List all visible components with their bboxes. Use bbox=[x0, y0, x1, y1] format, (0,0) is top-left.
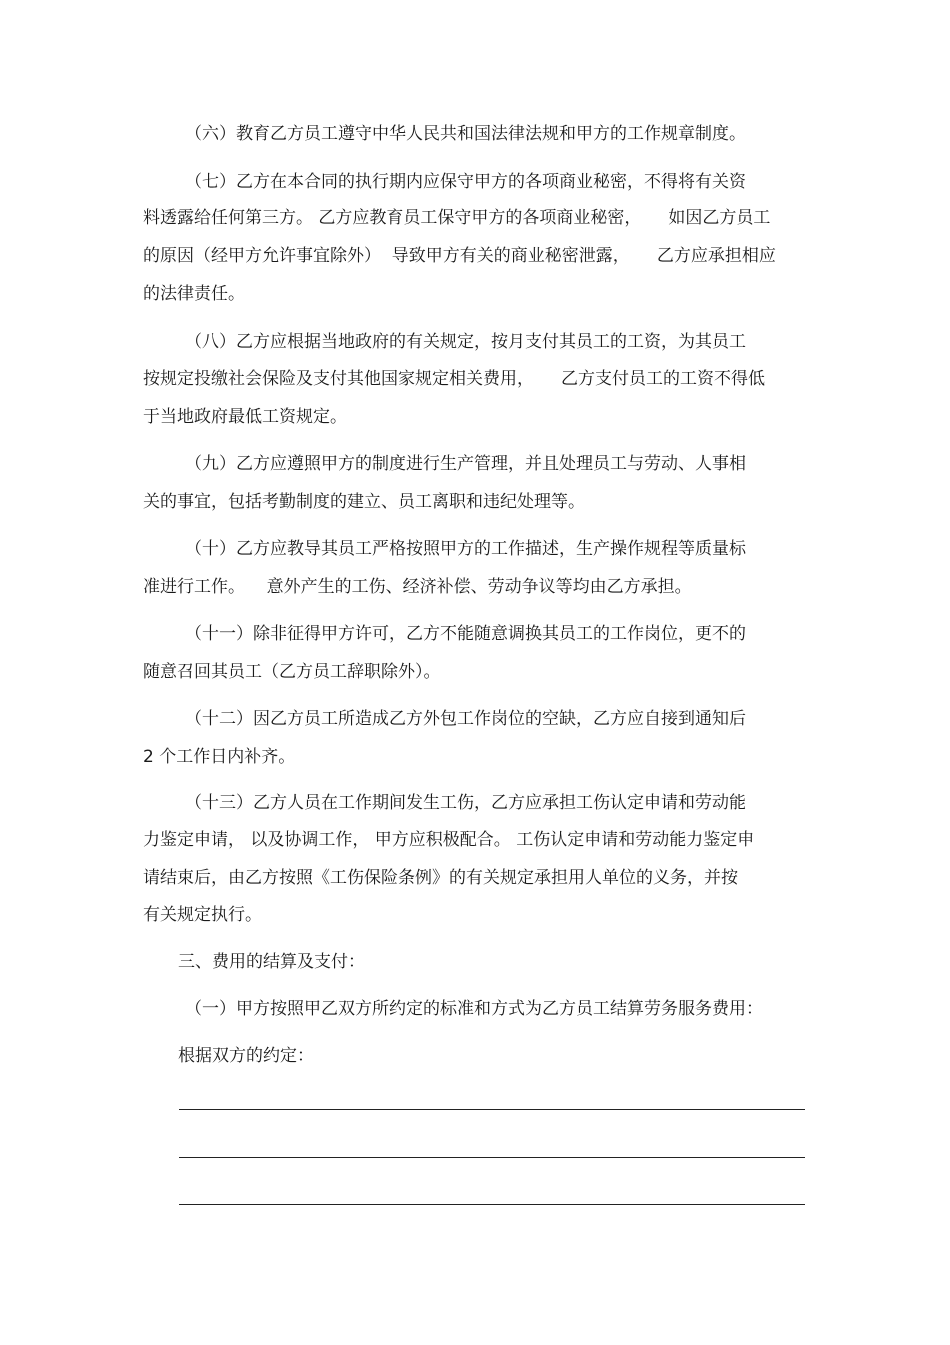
agreement-label: 根据双方的约定： bbox=[178, 1046, 314, 1066]
clause-13-line-3: 请结束后，由乙方按照《工伤保险条例》的有关规定承担用人单位的义务，并按 bbox=[143, 868, 738, 888]
clause-13-line-1: （十三）乙方人员在工作期间发生工伤，乙方应承担工伤认定申请和劳动能 bbox=[185, 793, 746, 813]
clause-7-line-4: 的法律责任。 bbox=[143, 284, 245, 304]
clause-11-line-2: 随意召回其员工（乙方员工辞职除外）。 bbox=[143, 662, 441, 682]
clause-10-line-1: （十）乙方应教导其员工严格按照甲方的工作描述，生产操作规程等质量标 bbox=[185, 539, 746, 559]
clause-13-line-2: 力鉴定申请， 以及协调工作， 甲方应积极配合。 工伤认定申请和劳动能力鉴定申 bbox=[143, 830, 755, 850]
clause-13-line-4: 有关规定执行。 bbox=[143, 905, 262, 925]
clause-9-line-2: 关的事宜，包括考勤制度的建立、员工离职和违纪处理等。 bbox=[143, 492, 585, 512]
blank-line-3 bbox=[179, 1204, 805, 1205]
clause-7-line-1: （七）乙方在本合同的执行期内应保守甲方的各项商业秘密，不得将有关资 bbox=[185, 172, 746, 192]
clause-8-line-1: （八）乙方应根据当地政府的有关规定，按月支付其员工的工资，为其员工 bbox=[185, 332, 746, 352]
clause-12-line-1: （十二）因乙方员工所造成乙方外包工作岗位的空缺，乙方应自接到通知后 bbox=[185, 709, 746, 729]
clause-11-line-1: （十一）除非征得甲方许可，乙方不能随意调换其员工的工作岗位，更不的 bbox=[185, 624, 746, 644]
clause-6-line-1: （六）教育乙方员工遵守中华人民共和国法律法规和甲方的工作规章制度。 bbox=[185, 124, 746, 144]
section-3-item-1: （一）甲方按照甲乙双方所约定的标准和方式为乙方员工结算劳务服务费用： bbox=[185, 999, 763, 1019]
clause-10-line-2: 准进行工作。 意外产生的工伤、经济补偿、劳动争议等均由乙方承担。 bbox=[143, 577, 692, 597]
clause-7-line-2: 料透露给任何第三方。 乙方应教育员工保守甲方的各项商业秘密， 如因乙方员工 bbox=[143, 208, 771, 228]
clause-9-line-1: （九）乙方应遵照甲方的制度进行生产管理，并且处理员工与劳动、人事相 bbox=[185, 454, 746, 474]
blank-line-2 bbox=[179, 1157, 805, 1158]
section-3-heading: 三、费用的结算及支付： bbox=[178, 952, 365, 972]
clause-8-line-3: 于当地政府最低工资规定。 bbox=[143, 407, 347, 427]
blank-line-1 bbox=[179, 1109, 805, 1110]
clause-12-line-2: 2 个工作日内补齐。 bbox=[143, 747, 296, 767]
clause-8-line-2: 按规定投缴社会保险及支付其他国家规定相关费用， 乙方支付员工的工资不得低 bbox=[143, 369, 766, 389]
clause-7-line-3: 的原因（经甲方允许事宜除外） 导致甲方有关的商业秘密泄露， 乙方应承担相应 bbox=[143, 246, 776, 266]
